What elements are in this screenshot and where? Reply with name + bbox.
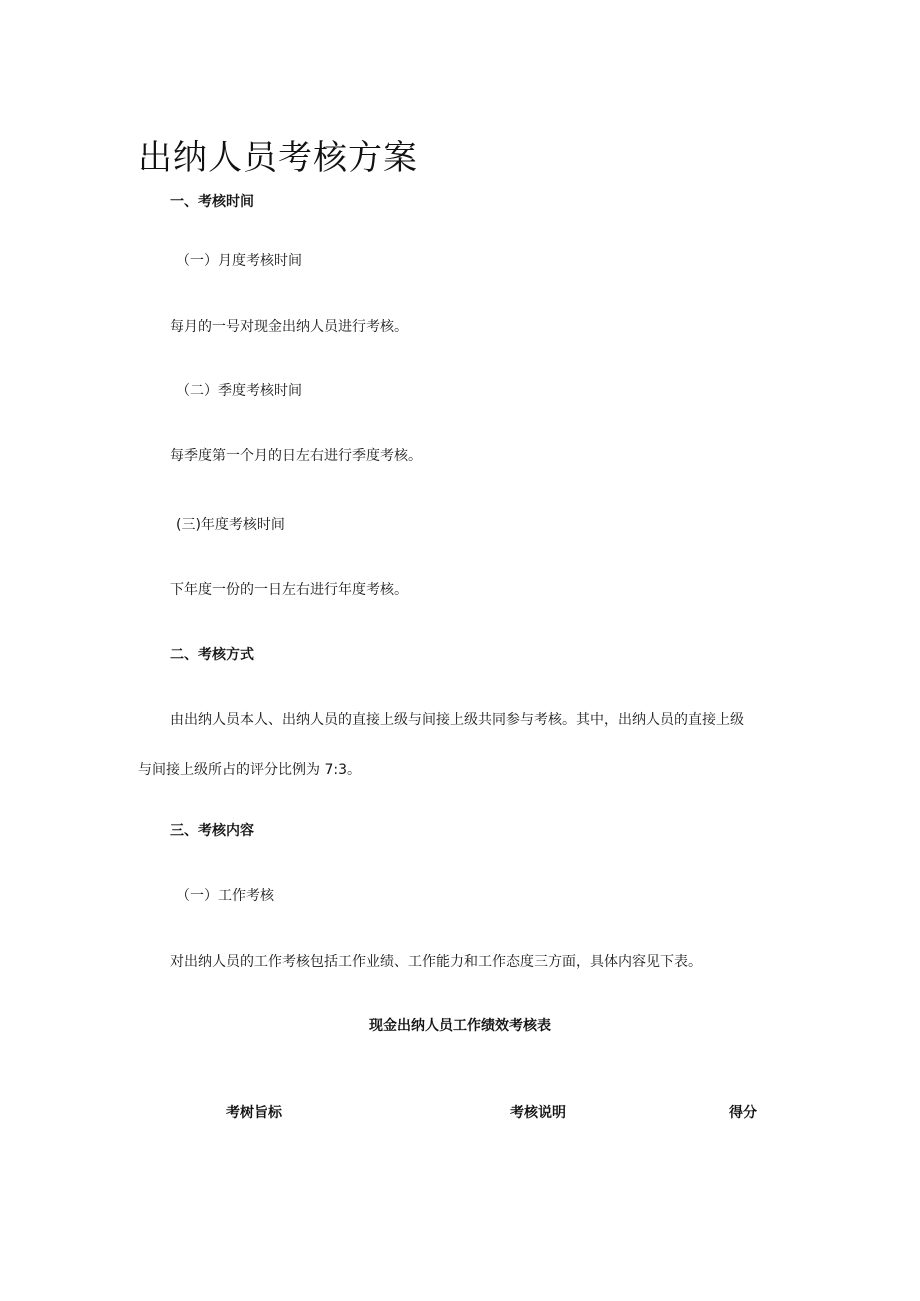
subheading-monthly: （一）月度考核时间: [176, 253, 302, 269]
section-heading-assessment-content: 三、考核内容: [170, 823, 254, 839]
paragraph-work-assessment: 对出纳人员的工作考核包括工作业绩、工作能力和工作态度三方面，具体内容见下表。: [170, 954, 702, 970]
subheading-quarterly: （二）季度考核时间: [176, 383, 302, 399]
section-heading-assessment-method: 二、考核方式: [170, 647, 254, 663]
table-header-score: 得分: [729, 1105, 757, 1121]
document-title: 出纳人员考核方案: [138, 138, 418, 178]
paragraph-method-line2: 与间接上级所占的评分比例为 7:3。: [138, 762, 361, 778]
subheading-work-assessment: （一）工作考核: [176, 888, 274, 904]
table-header-indicator: 考树旨标: [226, 1105, 282, 1121]
paragraph-quarterly: 每季度第一个月的日左右进行季度考核。: [170, 448, 422, 464]
subheading-annual: (三)年度考核时间: [176, 517, 285, 533]
section-heading-assessment-time: 一、考核时间: [170, 194, 254, 210]
table-title: 现金出纳人员工作绩效考核表: [369, 1018, 551, 1034]
table-header-description: 考核说明: [510, 1105, 566, 1121]
paragraph-monthly: 每月的一号对现金出纳人员进行考核。: [170, 319, 408, 335]
paragraph-method-line1: 由出纳人员本人、出纳人员的直接上级与间接上级共同参与考核。其中，出纳人员的直接上级: [170, 712, 744, 728]
paragraph-annual: 下年度一份的一日左右进行年度考核。: [170, 582, 408, 598]
